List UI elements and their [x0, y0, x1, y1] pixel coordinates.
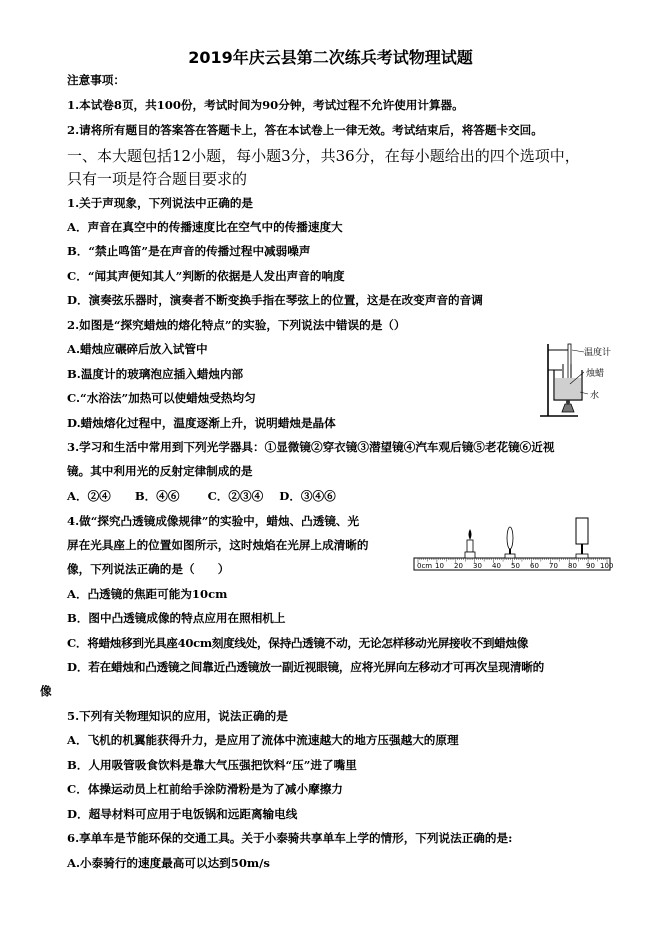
notice-item: 2.请将所有题目的答案答在答题卡上，答在本试卷上一律无效。考试结束后，将答题卡交回。 [67, 123, 543, 137]
ruler-label: 0cm [417, 562, 433, 570]
question-5-option-a: A．飞机的机翼能获得升力，是应用了流体中流速越大的地方压强越大的原理 [67, 733, 459, 747]
question-4-stem-line2: 屏在光具座上的位置如图所示，这时烛焰在光屏上成清晰的 [67, 538, 369, 552]
ruler-label: 50 [511, 562, 520, 570]
ruler-label: 100 [600, 562, 614, 570]
notice-item: 1.本试卷8页，共100份，考试时间为90分钟，考试过程不允许使用计算器。 [67, 98, 464, 112]
page-title: 2019年庆云县第二次练兵考试物理试题 [188, 48, 473, 67]
question-5-stem: 5.下列有关物理知识的应用，说法正确的是 [67, 709, 288, 723]
question-6-option-a: A.小泰骑行的速度最高可以达到50m/s [67, 856, 270, 870]
section-heading-line2: 只有一项是符合题目要求的 [67, 170, 248, 188]
question-5-option-b: B．人用吸管吸食饮料是靠大气压强把饮料“压”进了嘴里 [67, 758, 357, 772]
question-3-option-b: B．④⑥ [134, 489, 180, 503]
question-4-option-d: D．若在蜡烛和凸透镜之间靠近凸透镜放一副近视眼镜，应将光屏向左移动才可再次呈现清晰的 [67, 660, 545, 674]
ruler-label: 60 [530, 562, 539, 570]
question-3-stem-line2: 镜。其中利用光的反射定律制成的是 [67, 464, 253, 478]
question-2-option-d: D.蜡烛熔化过程中，温度逐渐上升，说明蜡烛是晶体 [67, 416, 336, 430]
question-3-option-c: C．②③④ [207, 489, 264, 503]
question-6-stem: 6.享单车是节能环保的交通工具。关于小泰骑共享单车上学的情形，下列说法正确的是: [67, 831, 513, 845]
figure-label-water: 水 [590, 391, 600, 401]
question-4-option-b: B．图中凸透镜成像的特点应用在照相机上 [67, 611, 286, 625]
melting-experiment-figure [538, 340, 620, 420]
question-1-option-a: A．声音在真空中的传播速度比在空气中的传播速度大 [67, 220, 343, 234]
question-3-option-a: A．②④ [67, 489, 111, 503]
question-2-option-c: C.“水浴法”加热可以使蜡烛受热均匀 [67, 391, 256, 405]
question-4-option-a: A．凸透镜的焦距可能为10cm [67, 587, 228, 601]
question-4-stem-line1: 4.做“探究凸透镜成像规律”的实验中，蜡烛、凸透镜、光 [67, 514, 360, 528]
ruler-label: 80 [568, 562, 577, 570]
question-4-option-c: C．将蜡烛移到光具座40cm刻度线处，保持凸透镜不动，无论怎样移动光屏接收不到蜡烛像 [67, 636, 529, 650]
ruler-label: 30 [473, 562, 482, 570]
question-2-stem: 2.如图是“探究蜡烛的熔化特点”的实验，下列说法中错误的是（） [67, 318, 406, 332]
figure-label-thermometer: 温度计 [584, 348, 612, 358]
section-heading-line1: 一、本大题包括12小题，每小题3分，共36分，在每小题给出的四个选项中， [67, 147, 580, 165]
notice-heading: 注意事项： [67, 73, 125, 87]
question-5-option-d: D．超导材料可应用于电饭锅和远距离输电线 [67, 807, 298, 821]
question-1-option-d: D．演奏弦乐器时，演奏者不断变换手指在琴弦上的位置，这是在改变声音的音调 [67, 293, 483, 307]
figure-label-wax: 烛蜡 [586, 369, 605, 379]
question-1-option-b: B．“禁止鸣笛”是在声音的传播过程中减弱噪声 [67, 244, 311, 258]
question-3-options [67, 488, 336, 504]
optical-bench-figure [410, 512, 614, 576]
ruler-label: 10 [435, 562, 444, 570]
question-4-stem-line3: 像，下列说法正确的是（ ） [67, 562, 230, 576]
candle-icon [465, 529, 475, 558]
ruler-label: 90 [586, 562, 595, 570]
convex-lens-icon [505, 527, 515, 558]
question-3-option-d: D．③④⑥ [279, 489, 336, 503]
light-screen-icon [576, 518, 588, 558]
ruler-label: 70 [549, 562, 558, 570]
question-2-option-b: B.温度计的玻璃泡应插入蜡烛内部 [67, 367, 244, 381]
ruler-label: 20 [454, 562, 463, 570]
question-4-option-d-continued: 像 [40, 684, 52, 698]
question-1-stem: 1.关于声现象，下列说法中正确的是 [67, 196, 254, 210]
question-1-option-c: C．“闻其声便知其人”判断的依据是人发出声音的响度 [67, 269, 345, 283]
question-5-option-c: C．体操运动员上杠前给手涂防滑粉是为了减小摩擦力 [67, 782, 343, 796]
ruler-label: 40 [492, 562, 501, 570]
question-3-stem-line1: 3.学习和生活中常用到下列光学器具：①显微镜②穿衣镜③潜望镜④汽车观后镜⑤老花镜⑥近视 [67, 440, 555, 454]
question-2-option-a: A.蜡烛应碾碎后放入试管中 [67, 342, 208, 356]
